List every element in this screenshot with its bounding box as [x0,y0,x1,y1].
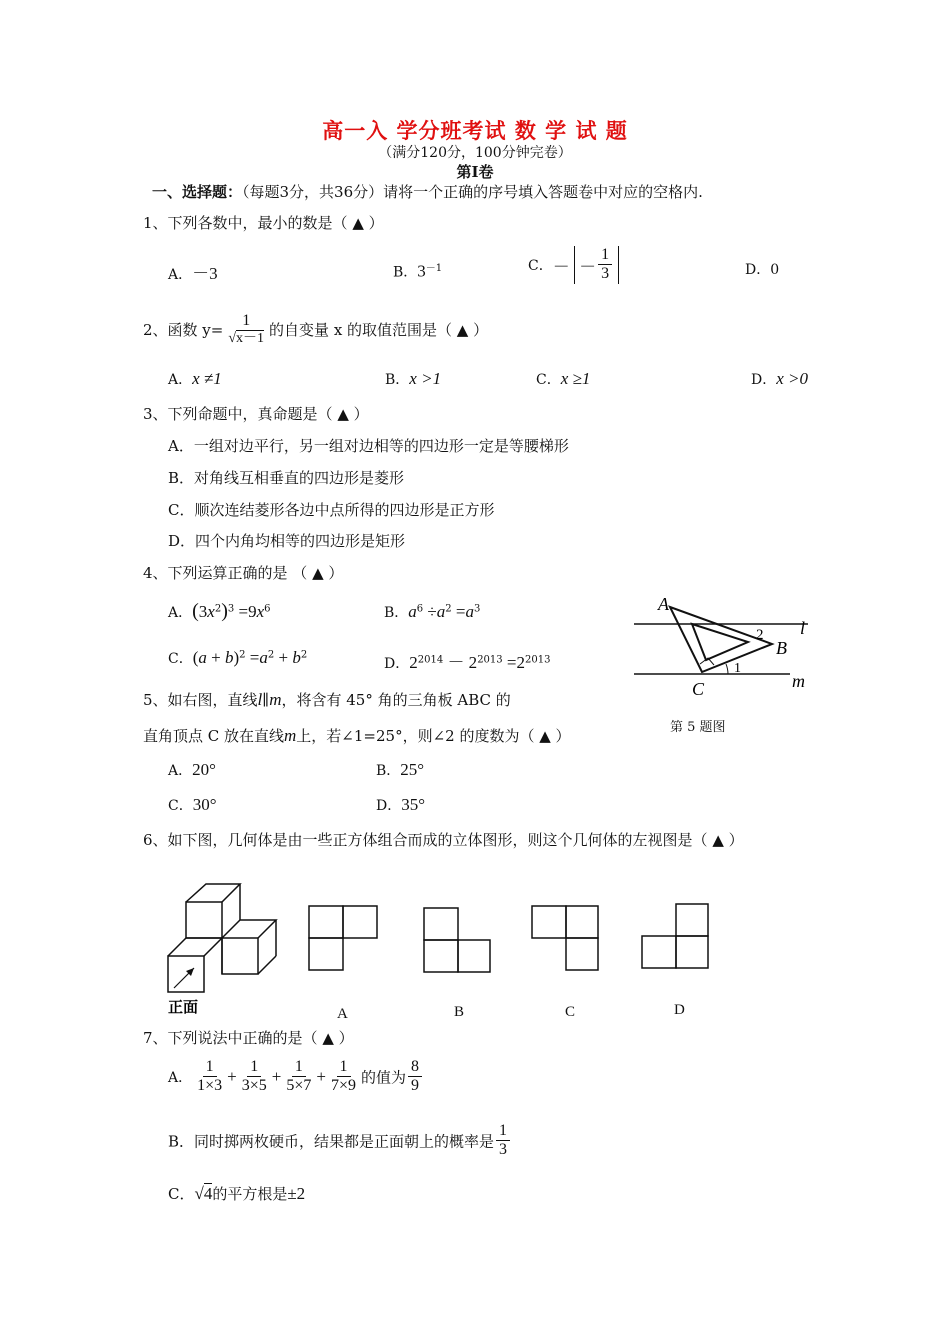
q2-option-d: D．x >0 [751,369,809,388]
q3-option-d: D．四个内角均相等的四边形是矩形 [168,532,406,550]
q7-stem: 7、下列说法中正确的是（ ▲ ） [143,1029,354,1047]
q6-view-c [528,902,603,974]
q4-option-d: D．$2^{2014} - 2^{2013} =2^{2013}$ [384,653,551,672]
q2-option-b: B．x >1 [385,369,442,388]
q6-view-a [305,902,380,972]
q2-fraction: $\frac{1}{√x-1}$ [228,312,265,347]
label-A: A [658,594,669,614]
volume-label: 第Ⅰ卷 [456,163,494,181]
q2-stem: 2、函数 y= $\frac{1}{√x-1}$ 的自变量 x 的取值范围是（ ▲ ） [143,312,489,347]
abs-value-bars: － $\frac{1}{3}$ [574,246,619,284]
q5-figure-caption: 第 5 题图 [670,720,726,735]
q6-view-d [638,900,713,972]
q5-option-b: B．25° [376,760,425,779]
triangle-inner [692,624,748,660]
q6-stem: 6、如下图，几何体是由一些正方体组合而成的立体图形，则这个几何体的左视图是（ ▲ ） [143,831,744,849]
q5-figure [630,592,820,702]
q2-option-c: C．x ≥1 [536,369,591,388]
label-B: B [776,638,787,658]
q6-label-a: A [337,1006,348,1022]
q5-stem-line2: 直角顶点 C 放在直线m上，若∠1=25°，则∠2 的度数为（ ▲ ） [143,726,571,745]
q3-option-b: B．对角线互相垂直的四边形是菱形 [168,469,405,487]
q4-option-b: B．$a^6 \div a^2 =a^3$ [384,602,481,621]
angle-1-arc [726,664,728,674]
section-desc: （每题3分，共36分）请将一个正确的序号填入答题卷中对应的空格内. [242,183,703,201]
q1-option-b: B．$3^{-1}$ [393,261,443,281]
q4-option-a: A．$(3x^2)^3 =9x^6$ [168,600,271,622]
right-angle-mark [700,658,714,665]
q4-option-c: C．$(a + b)^2 =a^2 + b^2$ [168,648,308,667]
label-C: C [692,679,705,699]
front-label: 正面 [168,1000,199,1016]
q4-stem: 4、下列运算正确的是 （ ▲ ） [143,564,344,582]
q3-stem: 3、下列命题中，真命题是（ ▲ ） [143,405,369,423]
label-l: l [800,618,806,638]
q1-option-d: D．0 [745,262,780,278]
q6-view-b [420,904,495,976]
q5-option-d: D．35° [376,795,426,814]
q1-stem: 1、下列各数中，最小的数是（ ▲ ） [143,214,384,232]
q1-option-a: A．－3 [168,264,218,283]
q6-label-d: D [674,1002,685,1018]
q6-solid-figure [160,880,290,1020]
q1-option-c: C．－ － $\frac{1}{3}$ [528,246,619,284]
label-angle-1: 1 [734,661,741,676]
q6-label-c: C [565,1004,576,1020]
q3-option-a: A．一组对边平行，另一组对边相等的四边形一定是等腰梯形 [168,437,569,455]
exam-title: 高一入 学分班考试 数 学 试 题 [322,118,628,143]
label-angle-2: 2 [756,627,764,643]
q7-option-b: B．同时掷两枚硬币，结果都是正面朝上的概率是 $\frac{1}{3}$ [168,1122,512,1160]
q6-label-b: B [454,1004,465,1020]
q5-stem-line1: 5、如右图，直线l∥m，将含有 45° 角的三角板 ABC 的 [143,690,511,709]
q7-option-a: A． $\frac{1}{1\times 3}$ + $\frac{1}{3\times 5}$ + $\frac{1}{5\times 7}$ + $\frac{1}{7\times 9}$ 的值为 $\frac{8}{9}$ [168,1058,424,1096]
exam-subtitle: （满分120分，100分钟完卷） [378,145,572,161]
q5-option-a: A．20° [168,760,216,779]
q2-option-a: A．x ≠1 [168,369,222,388]
q3-option-c: C．顺次连结菱形各边中点所得的四边形是正方形 [168,501,495,519]
q7-option-c: C．√4的平方根是±2 [168,1184,306,1203]
label-m: m [792,671,805,691]
q5-option-c: C．30° [168,795,217,814]
section-heading [152,181,703,202]
section-label: 一、选择题： [152,183,243,201]
